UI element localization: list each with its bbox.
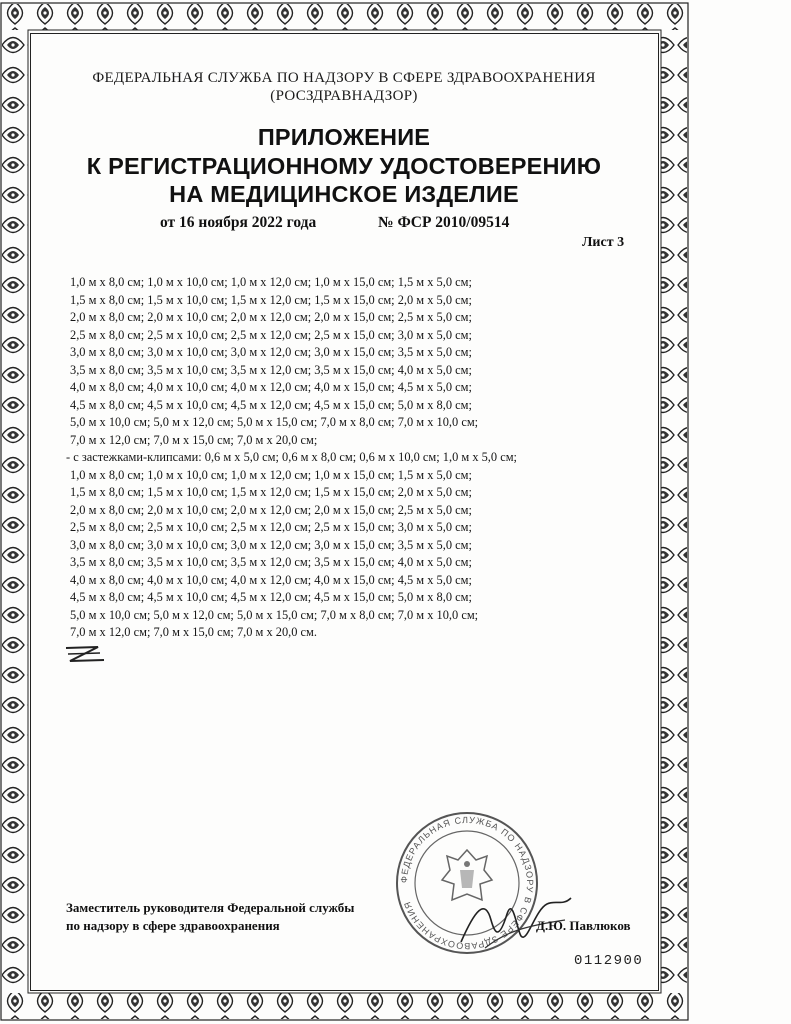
document-subtitle-2: НА МЕДИЦИНСКОЕ ИЗДЕЛИЕ [169, 181, 519, 207]
size-line: 5,0 м х 10,0 см; 5,0 м х 12,0 см; 5,0 м х 15,0 см; 7,0 м х 8,0 см; 7,0 м х 10,0 см; [70, 607, 479, 622]
signatory-name: Д.Ю. Павлюков [536, 918, 631, 933]
size-line: 4,5 м х 8,0 см; 4,5 м х 10,0 см; 4,5 м х 12,0 см; 4,5 м х 15,0 см; 5,0 м х 8,0 см; [70, 397, 472, 412]
agency-name: ФЕДЕРАЛЬНАЯ СЛУЖБА ПО НАДЗОРУ В СФЕРЕ ЗДРАВООХРАНЕНИЯ [92, 70, 596, 86]
document-title: ПРИЛОЖЕНИЕ [257, 124, 431, 150]
size-line: 1,5 м х 8,0 см; 1,5 м х 10,0 см; 1,5 м х 12,0 см; 1,5 м х 15,0 см; 2,0 м х 5,0 см; [70, 485, 472, 499]
size-line: 3,0 м х 8,0 см; 3,0 м х 10,0 см; 3,0 м х 12,0 см; 3,0 м х 15,0 см; 3,5 м х 5,0 см; [70, 345, 472, 359]
size-line: 5,0 м х 10,0 см; 5,0 м х 12,0 см; 5,0 м х 15,0 см; 7,0 м х 8,0 см; 7,0 м х 10,0 см; [70, 415, 479, 429]
size-line: 2,0 м х 8,0 см; 2,0 м х 10,0 см; 2,0 м х 12,0 см; 2,0 м х 15,0 см; 2,5 м х 5,0 см; [70, 502, 472, 517]
size-line: 2,5 м х 8,0 см; 2,5 м х 10,0 см; 2,5 м х 12,0 см; 2,5 м х 15,0 см; 3,0 м х 5,0 см; [70, 327, 472, 342]
size-line: 1,0 м х 8,0 см; 1,0 м х 10,0 см; 1,0 м х 12,0 см; 1,0 м х 15,0 см; 1,5 м х 5,0 см; [70, 275, 472, 289]
size-line: 7,0 м х 12,0 см; 7,0 м х 15,0 см; 7,0 м х 20,0 см; [70, 432, 318, 447]
sheet-number: Лист 3 [582, 235, 625, 250]
size-line: 3,5 м х 8,0 см; 3,5 м х 10,0 см; 3,5 м х 12,0 см; 3,5 м х 15,0 см; 4,0 м х 5,0 см; [70, 362, 472, 377]
size-line: 3,5 м х 8,0 см; 3,5 м х 10,0 см; 3,5 м х 12,0 см; 3,5 м х 15,0 см; 4,0 м х 5,0 см; [70, 555, 472, 569]
registration-number: № ФСР 2010/09514 [378, 214, 510, 231]
size-line: 4,0 м х 8,0 см; 4,0 м х 10,0 см; 4,0 м х 12,0 см; 4,0 м х 15,0 см; 4,5 м х 5,0 см; [70, 380, 472, 394]
size-line: 4,0 м х 8,0 см; 4,0 м х 10,0 см; 4,0 м х 12,0 см; 4,0 м х 15,0 см; 4,5 м х 5,0 см; [70, 572, 472, 587]
document-subtitle-1: К РЕГИСТРАЦИОННОМУ УДОСТОВЕРЕНИЮ [86, 153, 602, 179]
signatory-position-line2: по надзору в сфере здравоохранения [66, 918, 280, 933]
size-line: 2,0 м х 8,0 см; 2,0 м х 10,0 см; 2,0 м х 12,0 см; 2,0 м х 15,0 см; 2,5 м х 5,0 см; [70, 310, 472, 324]
seal-text: ФЕДЕРАЛЬНАЯ СЛУЖБА ПО НАДЗОРУ В СФЕРЕ ЗДРАВООХРАНЕНИЯ [398, 814, 536, 952]
size-line: 4,5 м х 8,0 см; 4,5 м х 10,0 см; 4,5 м х 12,0 см; 4,5 м х 15,0 см; 5,0 м х 8,0 см; [70, 590, 472, 604]
z-mark-icon [62, 642, 108, 666]
size-line: 1,0 м х 8,0 см; 1,0 м х 10,0 см; 1,0 м х 12,0 см; 1,0 м х 15,0 см; 1,5 м х 5,0 см; [70, 467, 472, 482]
signatory-position-line1: Заместитель руководителя Федеральной службы [66, 900, 355, 915]
size-line: 7,0 м х 12,0 см; 7,0 м х 15,0 см; 7,0 м х 20,0 см. [70, 625, 317, 639]
agency-abbreviation: (РОСЗДРАВНАДЗОР) [270, 88, 418, 104]
size-line: - с застежками-клипсами: 0,6 м х 5,0 см; 0,6 м х 8,0 см; 0,6 м х 10,0 см; 1,0 м х 5,0 см; [66, 450, 517, 464]
issue-date: от 16 ноября 2022 года [160, 214, 317, 231]
size-line: 3,0 м х 8,0 см; 3,0 м х 10,0 см; 3,0 м х 12,0 см; 3,0 м х 15,0 см; 3,5 м х 5,0 см; [70, 537, 472, 552]
size-line: 2,5 м х 8,0 см; 2,5 м х 10,0 см; 2,5 м х 12,0 см; 2,5 м х 15,0 см; 3,0 м х 5,0 см; [70, 520, 472, 534]
serial-number: 0112900 [574, 953, 644, 969]
size-line: 1,5 м х 8,0 см; 1,5 м х 10,0 см; 1,5 м х 12,0 см; 1,5 м х 15,0 см; 2,0 м х 5,0 см; [70, 292, 472, 307]
